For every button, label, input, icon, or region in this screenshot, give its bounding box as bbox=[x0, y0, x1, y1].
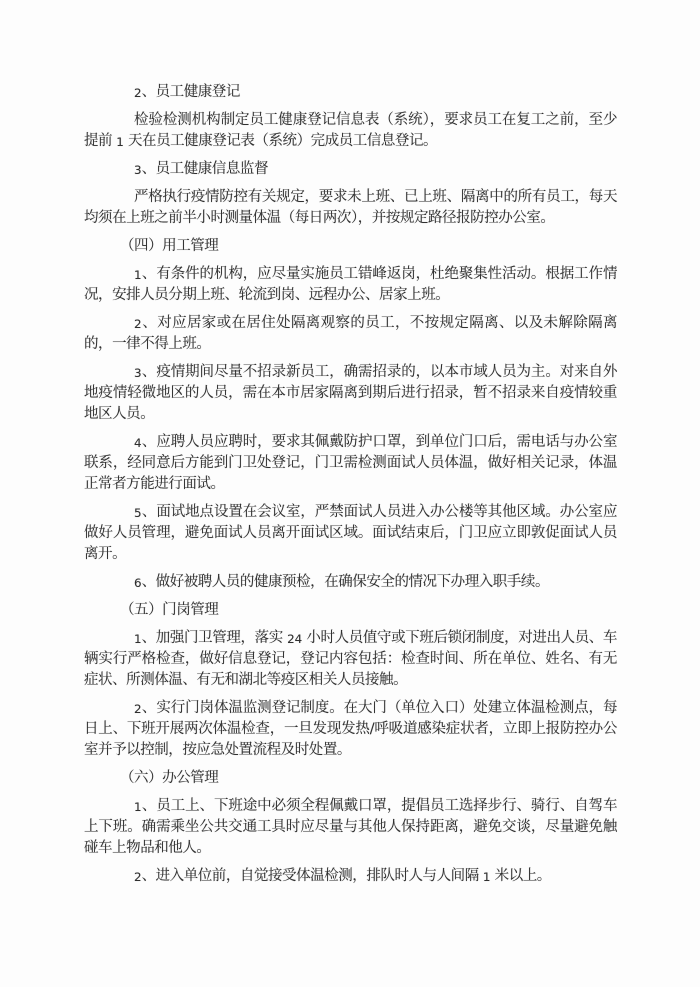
numbered-paragraph: 2、进入单位前，自觉接受体温检测，排队时人与人间隔 1 米以上。 bbox=[134, 868, 551, 884]
section-heading: （四）用工管理 bbox=[120, 238, 219, 254]
section-heading: （五）门岗管理 bbox=[120, 602, 219, 618]
numbered-paragraph: 6、做好被聘人员的健康预检，在确保安全的情况下办理入职手续。 bbox=[134, 574, 550, 590]
numbered-paragraph: 2、对应居家或在居住处隔离观察的员工，不按规定隔离、以及未解除隔离的，一律不得上班。 bbox=[84, 315, 617, 352]
numbered-paragraph: 2、实行门岗体温监测登记制度。在大门（单位入口）处建立体温检测点，每日上、下班开展两次体温检查，一旦发现发热/呼吸道感染症状者，立即上报防控办公室并予以控制，按应急处置流程及时处置。 bbox=[84, 700, 617, 758]
numbered-paragraph: 1、员工上、下班途中必须全程佩戴口罩，提倡员工选择步行、骑行、自驾车上下班。确需乘坐公共交通工具时应尽量与其他人保持距离，避免交谈，尽量避免触碰车上物品和他人。 bbox=[84, 798, 617, 856]
numbered-paragraph: 5、面试地点设置在会议室，严禁面试人员进入办公楼等其他区域。办公室应做好人员管理，避免面试人员离开面试区域。面试结束后，门卫应立即敦促面试人员离开。 bbox=[84, 504, 617, 562]
numbered-heading: 3、员工健康信息监督 bbox=[134, 161, 269, 177]
numbered-paragraph: 3、疫情期间尽量不招录新员工，确需招录的，以本市域人员为主。对来自外地疫情轻微地区的人员，需在本市居家隔离到期后进行招录，暂不招录来自疫情较重地区人员。 bbox=[84, 364, 617, 422]
numbered-paragraph: 4、应聘人员应聘时，要求其佩戴防护口罩，到单位门口后，需电话与办公室联系，经同意后方能到门卫处登记，门卫需检测面试人员体温，做好相关记录，体温正常者方能进行面试。 bbox=[84, 434, 617, 492]
numbered-paragraph: 1、有条件的机构，应尽量实施员工错峰返岗，杜绝聚集性活动。根据工作情况，安排人员分期上班、轮流到岗、远程办公、居家上班。 bbox=[84, 266, 617, 303]
document-body bbox=[84, 82, 617, 887]
numbered-paragraph: 1、加强门卫管理，落实 24 小时人员值守或下班后锁闭制度，对进出人员、车辆实行严格检查，做好信息登记，登记内容包括：检查时间、所在单位、姓名、有无症状、所测体温、有无和湖北等疫区相关人员接触。 bbox=[84, 630, 617, 688]
body-paragraph: 检验检测机构制定员工健康登记信息表（系统），要求员工在复工之前，至少提前 1 天在员工健康登记表（系统）完成员工信息登记。 bbox=[84, 112, 617, 149]
numbered-heading: 2、员工健康登记 bbox=[134, 84, 240, 100]
body-paragraph: 严格执行疫情防控有关规定，要求未上班、已上班、隔离中的所有员工，每天均须在上班之前半小时测量体温（每日两次），并按规定路径报防控办公室。 bbox=[84, 189, 617, 226]
section-heading: （六）办公管理 bbox=[120, 770, 219, 786]
